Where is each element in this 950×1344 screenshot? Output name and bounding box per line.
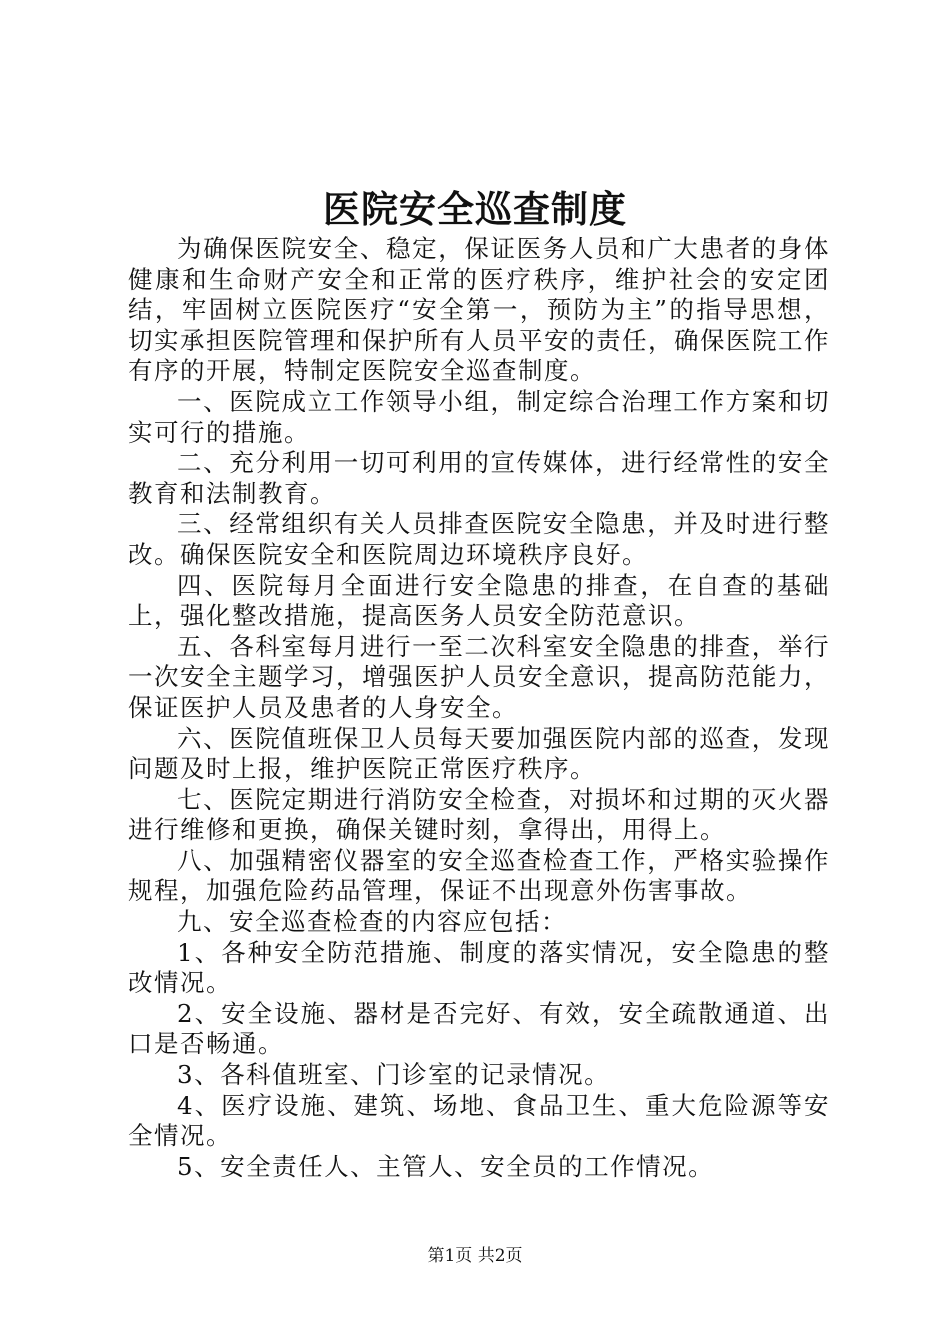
page-footer: 第1页 共2页: [427, 1246, 523, 1266]
document-body: [128, 234, 830, 1182]
paragraph-item-6: 六、医院值班保卫人员每天要加强医院内部的巡查，发现问题及时上报，维护医院正常医疗秩序。: [128, 723, 830, 784]
paragraph-subitem-4: 4、医疗设施、建筑、场地、食品卫生、重大危险源等安全情况。: [128, 1090, 830, 1151]
paragraph-subitem-2: 2、安全设施、器材是否完好、有效，安全疏散通道、出口是否畅通。: [128, 998, 830, 1059]
paragraph-item-5: 五、各科室每月进行一至二次科室安全隐患的排查，举行一次安全主题学习，增强医护人员安全意识，提高防范能力，保证医护人员及患者的人身安全。: [128, 631, 830, 722]
paragraph-item-8: 八、加强精密仪器室的安全巡查检查工作，严格实验操作规程，加强危险药品管理，保证不出现意外伤害事故。: [128, 845, 830, 906]
paragraph-item-9: 九、安全巡查检查的内容应包括：: [177, 907, 567, 937]
paragraph-item-7: 七、医院定期进行消防安全检查，对损坏和过期的灭火器进行维修和更换，确保关键时刻，拿得出，用得上。: [128, 784, 830, 845]
paragraph-intro: 为确保医院安全、稳定，保证医务人员和广大患者的身体健康和生命财产安全和正常的医疗秩序，维护社会的安定团结，牢固树立医院医疗“安全第一，预防为主”的指导思想，切实承担医院管理和保护所有人员平安的责任，确保医院工作有序的开展，特制定医院安全巡查制度。: [128, 234, 830, 386]
paragraph-item-2: 二、充分利用一切可利用的宣传媒体，进行经常性的安全教育和法制教育。: [128, 448, 830, 508]
paragraph-item-3: 三、经常组织有关人员排查医院安全隐患，并及时进行整改。确保医院安全和医院周边环境秩序良好。: [128, 509, 830, 569]
paragraph-item-1: 一、医院成立工作领导小组，制定综合治理工作方案和切实可行的措施。: [128, 386, 830, 447]
paragraph-subitem-5: 5、安全责任人、主管人、安全员的工作情况。: [177, 1151, 715, 1181]
paragraph-subitem-3: 3、各科值班室、门诊室的记录情况。: [177, 1060, 611, 1090]
paragraph-item-4: 四、医院每月全面进行安全隐患的排查，在自查的基础上，强化整改措施，提高医务人员安全防范意识。: [128, 570, 830, 631]
document-title: 医院安全巡查制度: [323, 187, 627, 231]
paragraph-subitem-1: 1、各种安全防范措施、制度的落实情况，安全隐患的整改情况。: [128, 937, 830, 998]
